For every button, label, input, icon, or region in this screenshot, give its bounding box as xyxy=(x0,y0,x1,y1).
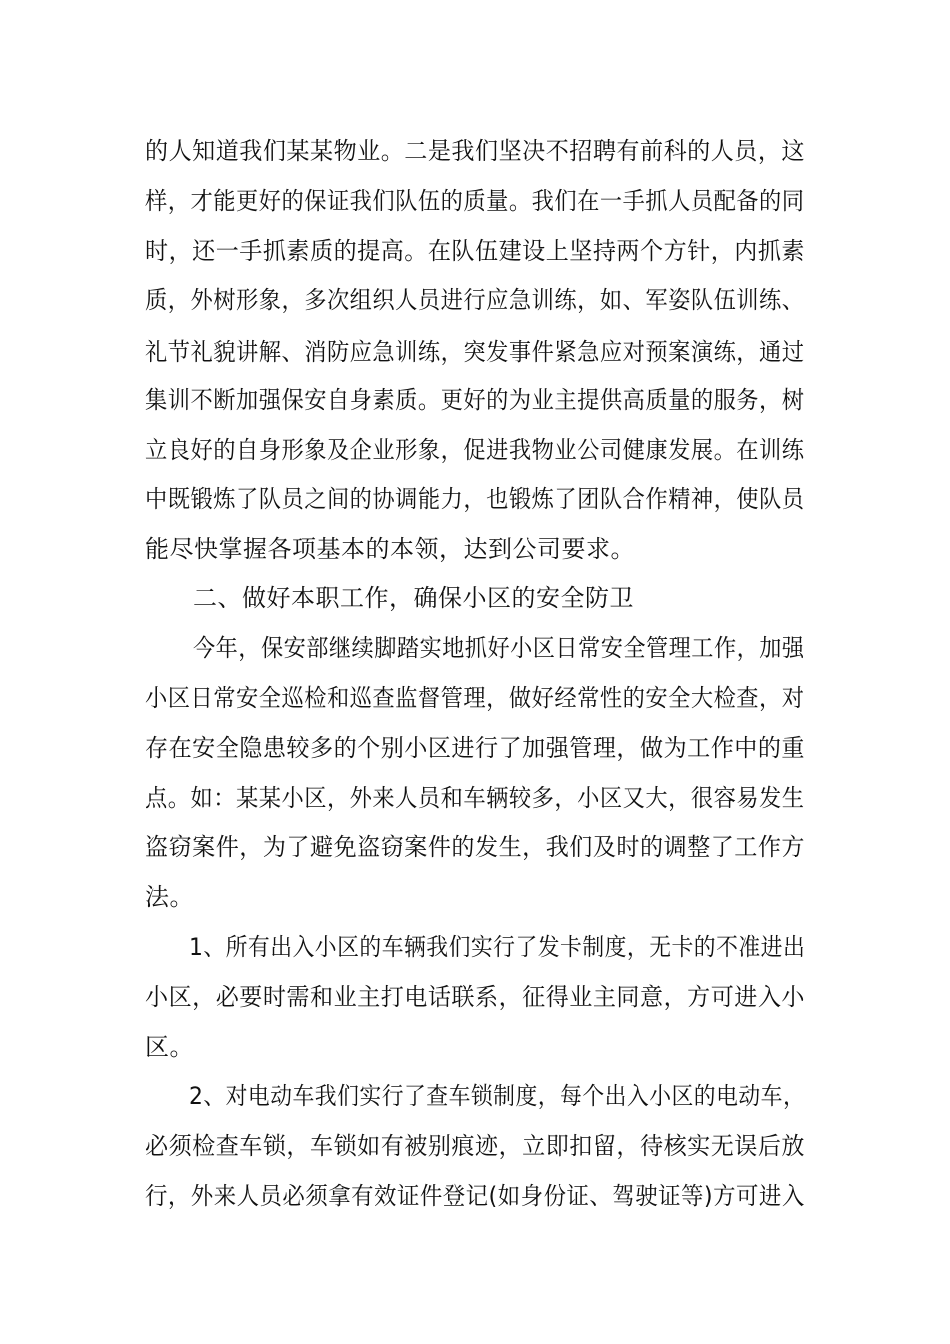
text-line: 存在安全隐患较多的个别小区进行了加强管理，做为工作中的重 xyxy=(145,734,805,762)
text-line: 的人知道我们某某物业。二是我们坚决不招聘有前科的人员，这 xyxy=(145,137,805,165)
text-line: 样，才能更好的保证我们队伍的质量。我们在一手抓人员配备的同 xyxy=(145,187,805,215)
text-line: 1、所有出入小区的车辆我们实行了发卡制度，无卡的不准进出 xyxy=(189,933,806,961)
text-line: 中既锻炼了队员之间的协调能力，也锻炼了团队合作精神，使队员 xyxy=(145,485,805,513)
text-line: 区。 xyxy=(145,1033,194,1061)
text-line: 盗窃案件，为了避免盗窃案件的发生，我们及时的调整了工作方 xyxy=(145,833,805,861)
text-line: 行，外来人员必须拿有效证件登记(如身份证、驾驶证等)方可进入 xyxy=(145,1182,805,1210)
text-line: 今年，保安部继续脚踏实地抓好小区日常安全管理工作，加强 xyxy=(193,634,805,662)
text-line: 立良好的自身形象及企业形象，促进我物业公司健康发展。在训练 xyxy=(145,436,805,464)
text-line: 必须检查车锁，车锁如有被别痕迹，立即扣留，待核实无误后放 xyxy=(145,1132,805,1160)
text-line: 法。 xyxy=(145,883,194,911)
text-line: 质，外树形象，多次组织人员进行应急训练，如、军姿队伍训练、 xyxy=(145,286,805,314)
text-line: 能尽快掌握各项基本的本领，达到公司要求。 xyxy=(145,535,635,563)
text-line: 集训不断加强保安自身素质。更好的为业主提供高质量的服务，树 xyxy=(145,386,805,414)
text-line: 小区，必要时需和业主打电话联系，征得业主同意，方可进入小 xyxy=(145,983,805,1011)
text-line: 点。如：某某小区，外来人员和车辆较多，小区又大，很容易发生 xyxy=(145,784,805,812)
text-line: 时，还一手抓素质的提高。在队伍建设上坚持两个方针，内抓素 xyxy=(145,237,805,265)
text-line: 小区日常安全巡检和巡查监督管理，做好经常性的安全大检查，对 xyxy=(145,684,805,712)
section-heading: 二、做好本职工作，确保小区的安全防卫 xyxy=(193,584,634,612)
text-line: 礼节礼貌讲解、消防应急训练，突发事件紧急应对预案演练，通过 xyxy=(145,338,805,366)
text-line: 2、对电动车我们实行了查车锁制度，每个出入小区的电动车， xyxy=(189,1082,806,1110)
